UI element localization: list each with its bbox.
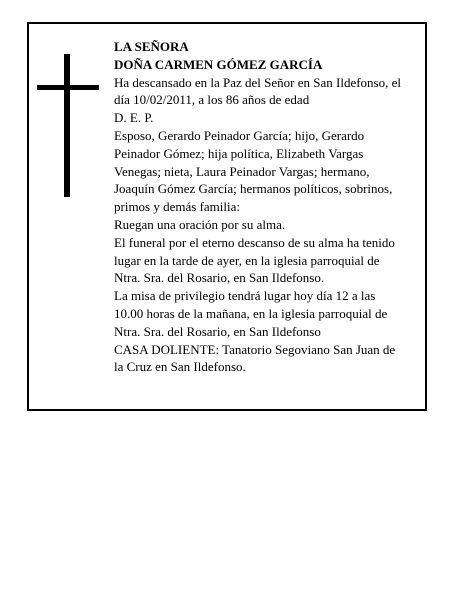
- notice-line: Esposo, Gerardo Peinador García; hijo, Gerardo: [114, 127, 365, 143]
- notice-line: primos y demás familia:: [114, 199, 241, 215]
- notice-line: D. E. P.: [114, 110, 154, 126]
- notice-line: día 10/02/2011, a los 86 años de edad: [114, 92, 310, 108]
- notice-line: 10.00 horas de la mañana, en la iglesia parroquial de: [114, 305, 388, 321]
- cross-horizontal-bar: [37, 85, 99, 90]
- notice-line: Ha descansado en la Paz del Señor en San Ildefonso, el: [114, 74, 401, 90]
- notice-line: Ntra. Sra. del Rosario, en San Ildefonso: [114, 323, 321, 339]
- notice-line: Peinador Gómez; hija política, Elizabeth Vargas: [114, 145, 364, 161]
- notice-line: Ntra. Sra. del Rosario, en San Ildefonso.: [114, 270, 325, 286]
- notice-line: La misa de privilegio tendrá lugar hoy día 12 a las: [114, 288, 376, 304]
- notice-line: lugar en la tarde de ayer, en la iglesia parroquial de: [114, 252, 380, 268]
- notice-line: Joaquín Gómez García; hermanos políticos, sobrinos,: [114, 181, 393, 197]
- notice-line: Venegas; nieta, Laura Peinador Vargas; hermano,: [114, 163, 370, 179]
- deceased-name: DOÑA CARMEN GÓMEZ GARCÍA: [114, 56, 323, 72]
- notice-line: la Cruz en San Ildefonso.: [114, 359, 246, 375]
- notice-heading: LA SEÑORA: [114, 39, 189, 54]
- notice-line: Ruegan una oración por su alma.: [114, 216, 286, 232]
- notice-line: El funeral por el eterno descanso de su alma ha tenido: [114, 234, 395, 250]
- obituary-text: [114, 38, 420, 376]
- cross-vertical-bar: [64, 54, 70, 197]
- latin-cross-icon: [37, 54, 99, 197]
- notice-line: CASA DOLIENTE: Tanatorio Segoviano San Juan de: [114, 341, 396, 357]
